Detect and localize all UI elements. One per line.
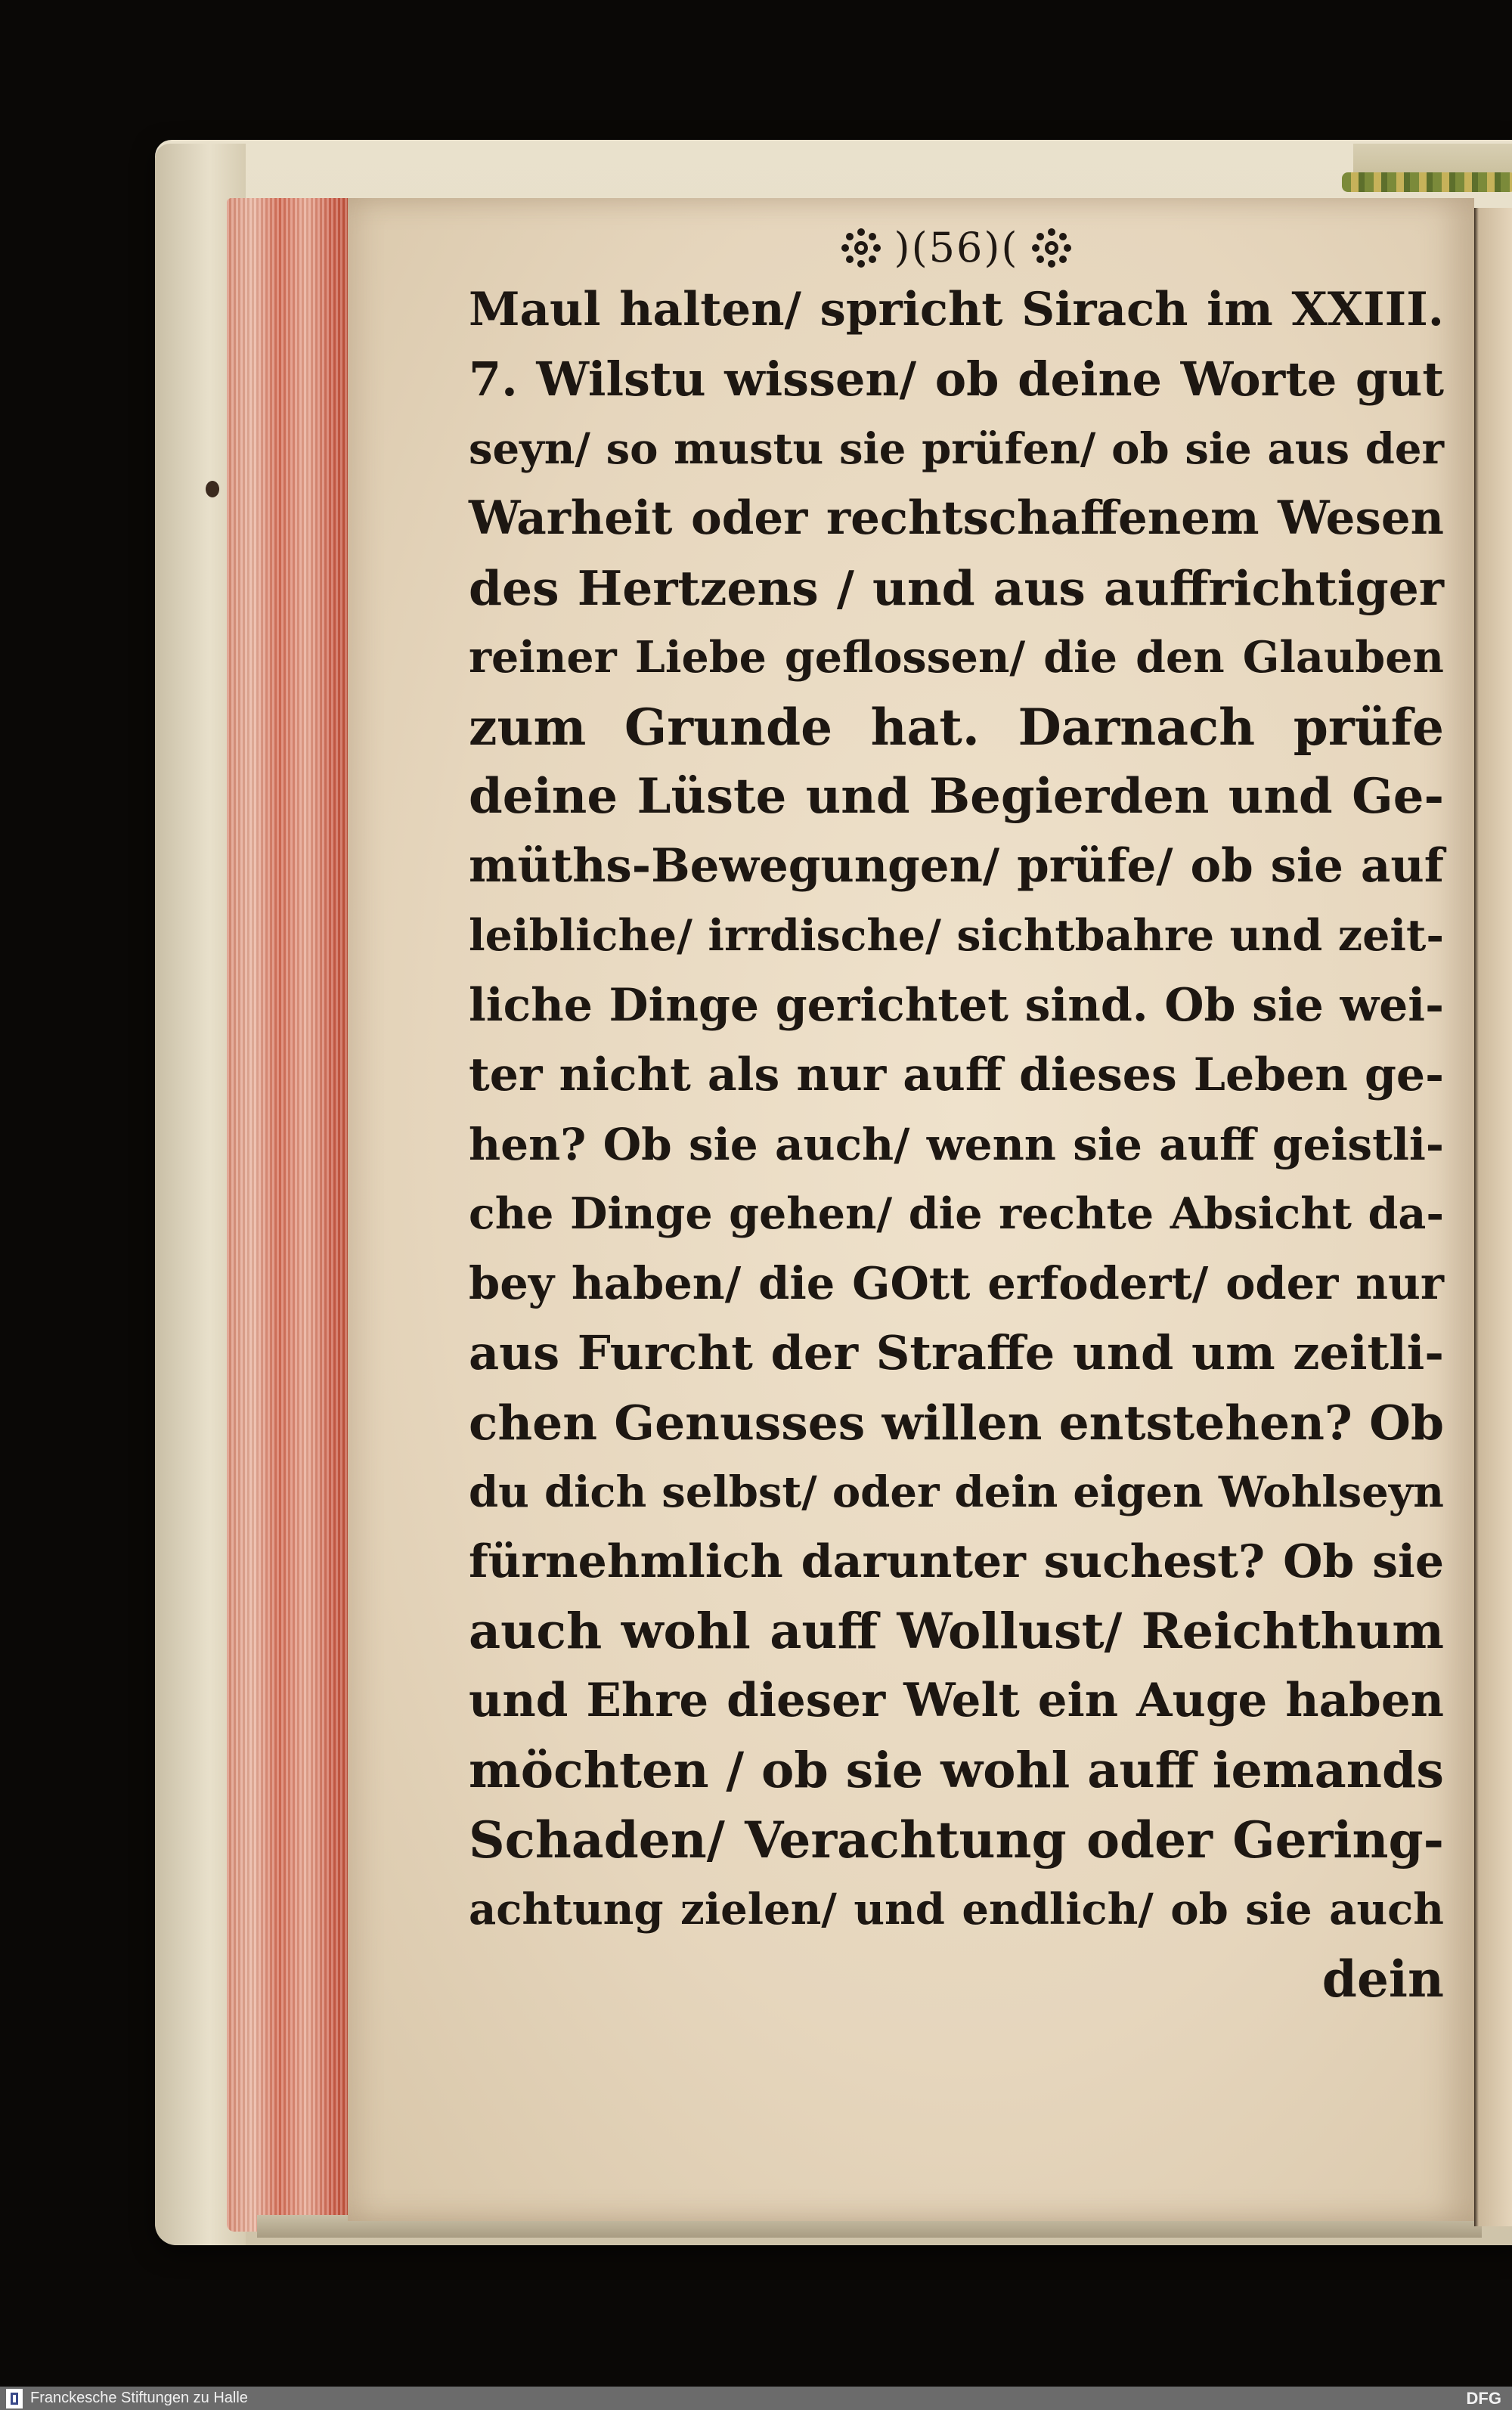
text-line: leibliche/ irrdische/ sichtbahre und zeit-: [469, 910, 1444, 961]
text-line: hen? Ob sie auch/ wenn sie auff geistli-: [469, 1119, 1444, 1170]
text-line: zum Grunde hat. Darnach prüfe: [469, 698, 1444, 757]
text-line: 7. Wilstu wissen/ ob deine Worte gut: [469, 352, 1444, 407]
text-line: bey haben/ die GOtt erfodert/ oder nur: [469, 1257, 1444, 1309]
flower-ornament-icon: [1029, 225, 1074, 271]
funder-logo: DFG: [1466, 2388, 1501, 2408]
text-line: reiner Liebe geflossen/ die den Glauben: [469, 632, 1444, 683]
text-line: und Ehre dieser Welt ein Auge haben: [469, 1674, 1444, 1727]
text-line: müths-Bewegungen/ prüfe/ ob sie auf: [469, 839, 1444, 893]
text-line: Schaden/ Verachtung oder Gering-: [469, 1811, 1444, 1869]
text-line: auch wohl auff Wollust/ Reichthum: [469, 1603, 1444, 1660]
text-line: dein: [1321, 1950, 1444, 2009]
page-text: [469, 275, 1444, 2014]
text-line: Maul halten/ spricht Sirach im XXIII.: [469, 283, 1444, 336]
text-line: möchten / ob sie wohl auff iemands: [469, 1742, 1444, 1799]
text-line: deine Lüste und Begierden und Ge-: [469, 768, 1444, 825]
page-number: )(56)(: [894, 224, 1019, 271]
red-page-edges: [227, 198, 359, 2232]
cover-spot: [206, 481, 219, 497]
facing-page-edge: [1474, 208, 1512, 2226]
flower-ornament-icon: [838, 225, 884, 271]
page-header: [790, 219, 1123, 276]
text-line: che Dinge gehen/ die rechte Absicht da-: [469, 1188, 1444, 1239]
text-line: achtung zielen/ und endlich/ ob sie auch: [469, 1885, 1444, 1935]
footer-left: [0, 2389, 248, 2408]
text-line: ter nicht als nur auff dieses Leben ge-: [469, 1049, 1444, 1101]
text-line: seyn/ so mustu sie prüfen/ ob sie aus der: [469, 424, 1444, 474]
text-line: fürnehmlich darunter suchest? Ob sie: [469, 1535, 1444, 1588]
text-line: des Hertzens / und aus auffrichtiger: [469, 560, 1444, 616]
binding-thread: [1342, 172, 1512, 192]
text-line: chen Genusses willen entstehen? Ob: [469, 1395, 1444, 1451]
footer-bar: [0, 2387, 1512, 2410]
institution-logo-icon: [6, 2389, 23, 2408]
text-line: liche Dinge gerichtet sind. Ob sie wei-: [469, 979, 1444, 1032]
text-line: aus Furcht der Straffe und um zeitli-: [469, 1325, 1444, 1380]
text-line: du dich selbst/ oder dein eigen Wohlseyn: [469, 1467, 1444, 1517]
text-line: Warheit oder rechtschaffenem Wesen: [469, 491, 1444, 545]
institution-name: Franckesche Stiftungen zu Halle: [30, 2390, 248, 2406]
